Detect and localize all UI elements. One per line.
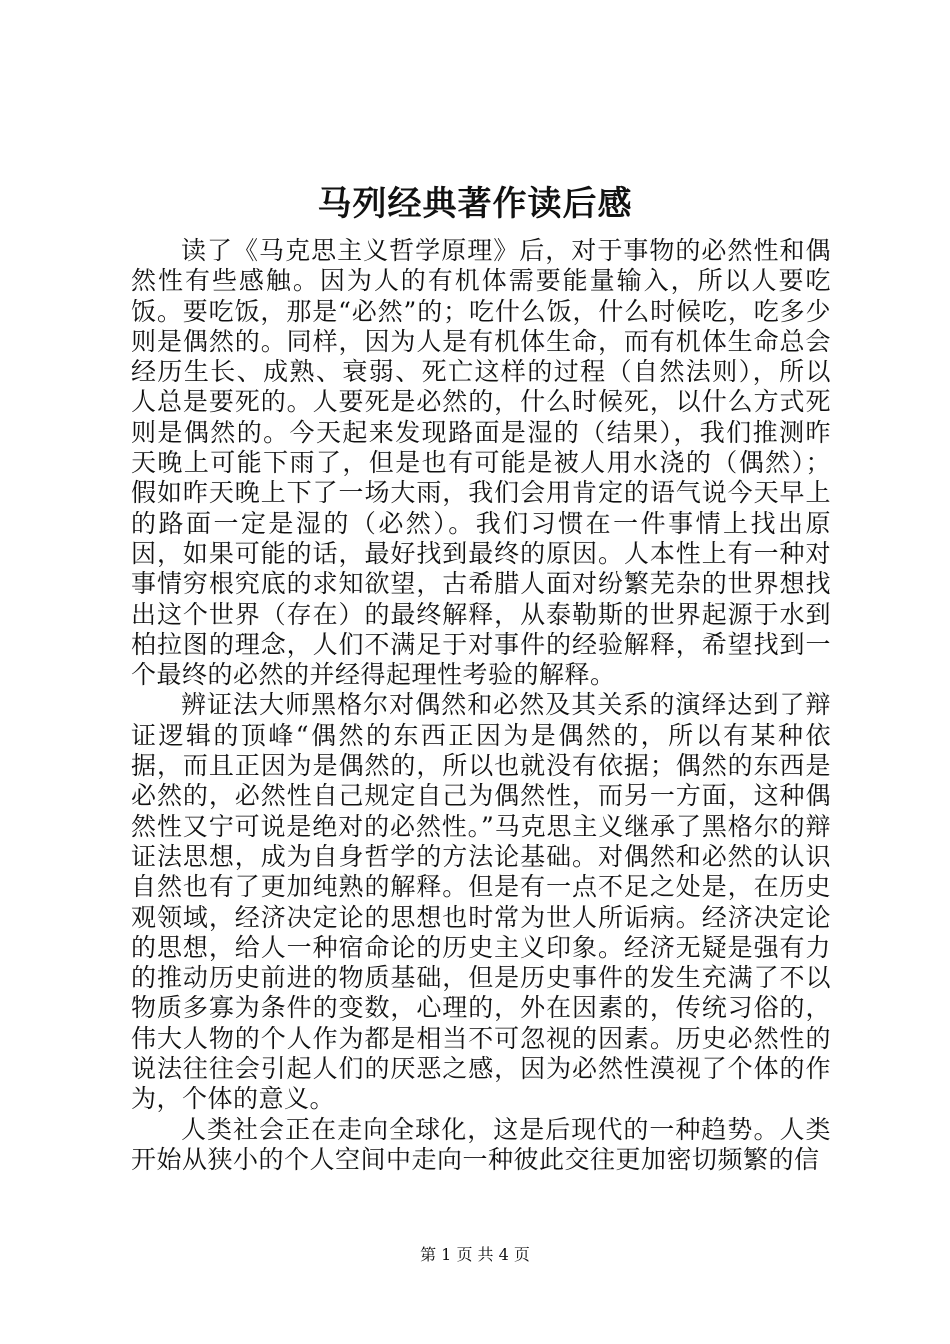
page-footer: 第 1 页 共 4 页 [420,1245,530,1264]
document-body [131,236,831,1175]
paragraph-2: 辨证法大师黑格尔对偶然和必然及其关系的演绎达到了辩证逻辑的顶峰“偶然的东西正因为是偶然的，所以有某种依据，而且正因为是偶然的，所以也就没有依据；偶然的东西是必然的，必然性自己规定自己为偶然性，而另一方面，这种偶然性又宁可说是绝对的必然性。”马克思主义继承了黑格尔的辩证法思想，成为自身哲学的方法论基础。对偶然和必然的认识自然也有了更加纯熟的解释。但是有一点不足之处是，在历史观领域，经济决定论的思想也时常为世人所诟病。经济决定论的思想，给人一种宿命论的历史主义印象。经济无疑是强有力的推动历史前进的物质基础，但是历史事件的发生充满了不以物质多寡为条件的变数，心理的，外在因素的，传统习俗的，伟大人物的个人作为都是相当不可忽视的因素。历史必然性的说法往往会引起人们的厌恶之感，因为必然性漠视了个体的作为，个体的意义。 [131,690,831,1114]
paragraph-1: 读了《马克思主义哲学原理》后，对于事物的必然性和偶然性有些感触。因为人的有机体需要能量输入，所以人要吃饭。要吃饭，那是“必然”的；吃什么饭，什么时候吃，吃多少则是偶然的。同样，因为人是有机体生命，而有机体生命总会经历生长、成熟、衰弱、死亡这样的过程（自然法则），所以人总是要死的。人要死是必然的，什么时候死，以什么方式死则是偶然的。今天起来发现路面是湿的（结果），我们推测昨天晚上可能下雨了，但是也有可能是被人用水浇的（偶然）；假如昨天晚上下了一场大雨，我们会用肯定的语气说今天早上的路面一定是湿的（必然）。我们习惯在一件事情上找出原因，如果可能的话，最好找到最终的原因。人本性上有一种对事情穷根究底的求知欲望，古希腊人面对纷繁芜杂的世界想找出这个世界（存在）的最终解释，从泰勒斯的世界起源于水到柏拉图的理念，人们不满足于对事件的经验解释，希望找到一个最终的必然的并经得起理性考验的解释。 [131,236,831,690]
paragraph-3: 人类社会正在走向全球化，这是后现代的一种趋势。人类开始从狭小的个人空间中走向一种彼此交往更加密切频繁的信 [131,1114,831,1174]
page-title: 马列经典著作读后感 [317,184,633,224]
